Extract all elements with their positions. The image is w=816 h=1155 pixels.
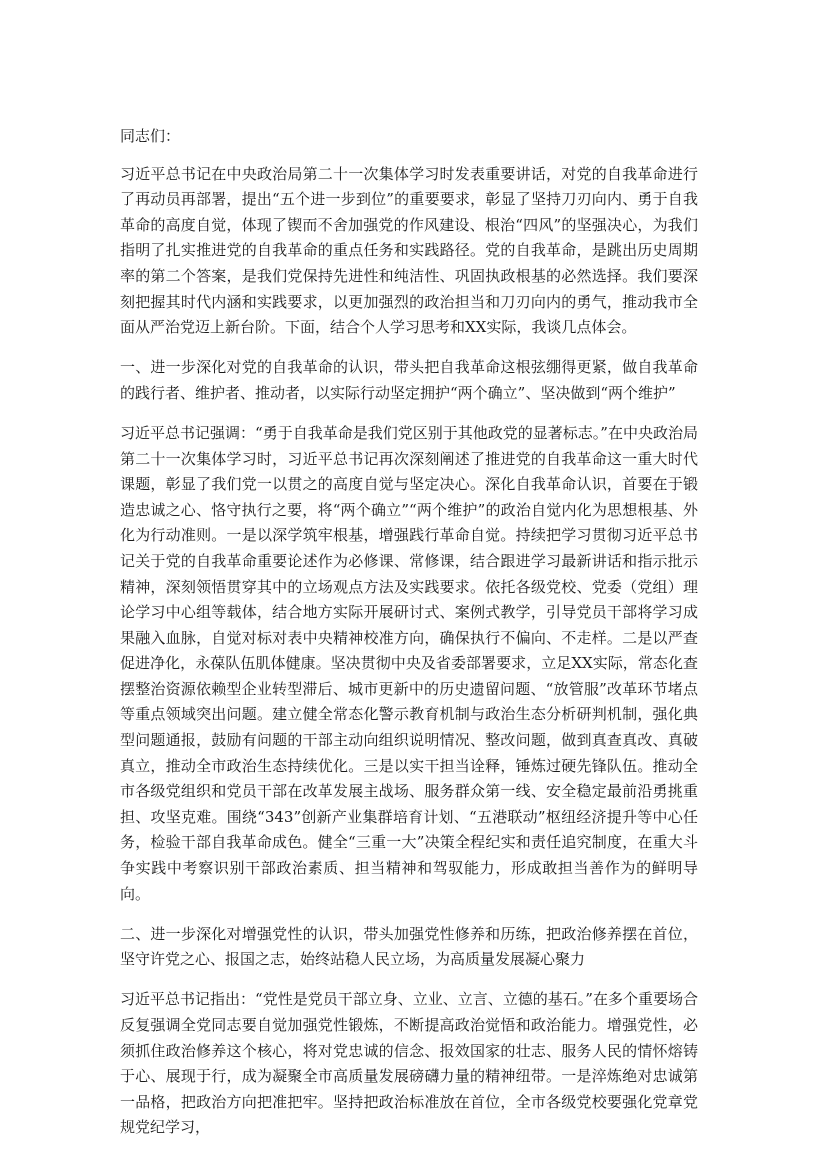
intro-paragraph: 习近平总书记在中央政治局第二十一次集体学习时发表重要讲话，对党的自我革命进行了再动员再部署，提出“五个进一步到位”的重要要求，彰显了坚持刀刃向内、勇于自我革命的高度自觉，体现了锲而不舍加强党的作风建设、根治“四风”的坚强决心，为我们指明了扎实推进党的自我革命的重点任务和实践路径。党的自我革命，是跳出历史周期率的第二个答案，是我们党保持先进性和纯洁性、巩固执政根基的必然选择。我们要深刻把握其时代内涵和实践要求，以更加强烈的政治担当和刀刃向内的勇气，推动我市全面从严治党迈上新台阶。下面，结合个人学习思考和XX实际，我谈几点体会。 [120, 164, 698, 337]
section-one-paragraph: 习近平总书记强调：“勇于自我革命是我们党区别于其他政党的显著标志。”在中央政治局第二十一次集体学习时，习近平总书记再次深刻阐述了推进党的自我革命这一重大时代课题，彰显了我们党一以贯之的高度自觉与坚定决心。深化自我革命认识，首要在于锻造忠诚之心、恪守执行之要，将“两个确立”“两个维护”的政治自觉内化为思想根基、外化为行动准则。一是以深学筑牢根基，增强践行革命自觉。持续把学习贯彻习近平总书记关于党的自我革命重要论述作为必修课、常修课，结合跟进学习最新讲话和指示批示精神，深刻领悟贯穿其中的立场观点方法及实践要求。依托各级党校、党委（党组）理论学习中心组等载体，结合地方实际开展研讨式、案例式教学，引导党员干部将学习成果融入血脉，自觉对标对表中央精神校准方向，确保执行不偏向、不走样。二是以严查促进净化，永葆队伍肌体健康。坚决贯彻中央及省委部署要求，立足XX实际，常态化查摆整治资源依赖型企业转型滞后、城市更新中的历史遗留问题、“放管服”改革环节堵点等重点领域突出问题。建立健全常态化警示教育机制与政治生态分析研判机制，强化典型问题通报，鼓励有问题的干部主动向组织说明情况、整改问题，做到真查真改、真破真立，推动全市政治生态持续优化。三是以实干担当诠释，锤炼过硬先锋队伍。推动全市各级党组织和党员干部在改革发展主战场、服务群众第一线、安全稳定最前沿勇挑重担、攻坚克难。围绕“343”创新产业集群培育计划、“五港联动”枢纽经济提升等中心任务，检验干部自我革命成色。健全“三重一大”决策全程纪实和责任追究制度，在重大斗争实践中考察识别干部政治素质、担当精神和驾驭能力，形成敢担当善作为的鲜明导向。 [120, 423, 698, 903]
section-heading-two: 二、进一步深化对增强党性的认识，带头加强党性修养和历练，把政治修养摆在首位，坚守许党之心、报国之志，始终站稳人民立场，为高质量发展凝心聚力 [120, 924, 698, 969]
section-heading-one: 一、进一步深化对党的自我革命的认识，带头把自我革命这根弦绷得更紧，做自我革命的践行者、维护者、推动者，以实际行动坚定拥护“两个确立”、坚决做到“两个维护” [120, 358, 698, 402]
document-body [120, 124, 698, 1155]
section-two-paragraph: 习近平总书记指出：“党性是党员干部立身、立业、立言、立德的基石。”在多个重要场合反复强调全党同志要自觉加强党性锻炼，不断提高政治觉悟和政治能力。增强党性，必须抓住政治修养这个核心，将对党忠诚的信念、报效国家的壮志、服务人民的情怀熔铸于心、展现于行，成为凝聚全市高质量发展磅礴力量的精神纽带。一是淬炼绝对忠诚第一品格，把政治方向把准把牢。坚持把政治标准放在首位，全市各级党校要强化党章党规党纪学习， [120, 990, 698, 1137]
salutation: 同志们： [120, 127, 181, 145]
